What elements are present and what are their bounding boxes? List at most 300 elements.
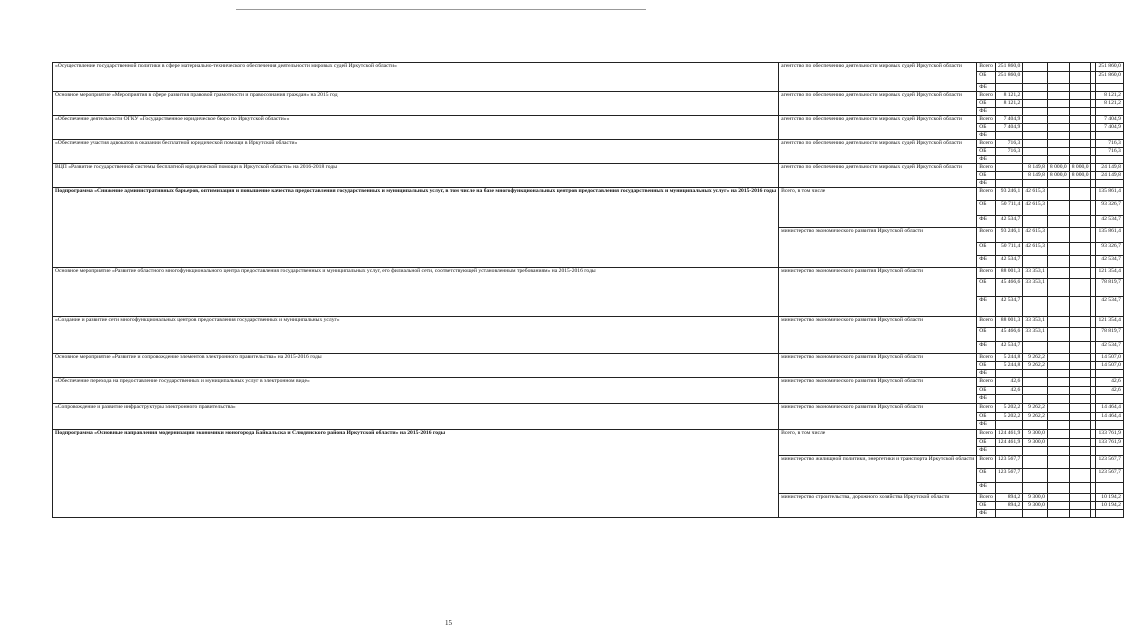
year-value-cell <box>1069 403 1091 412</box>
source-cell: ФБ <box>977 296 996 316</box>
table-row <box>53 187 1124 200</box>
total-value-cell <box>1096 420 1123 429</box>
year-value-cell: 8 149,8 <box>1023 163 1048 171</box>
year-value-cell: 50 711,4 <box>995 200 1022 215</box>
total-value-cell: 7 404,9 <box>1096 123 1123 131</box>
year-value-cell <box>1069 296 1091 316</box>
total-value-cell <box>1096 369 1123 377</box>
total-value-cell: 42,6 <box>1096 386 1123 394</box>
year-value-cell <box>1047 63 1069 72</box>
total-value-cell: 24 149,8 <box>1096 163 1123 171</box>
total-value-cell: 42,6 <box>1096 377 1123 386</box>
year-value-cell: 45 466,6 <box>995 278 1022 296</box>
year-value-cell <box>1047 377 1069 386</box>
year-value-cell <box>1023 139 1048 147</box>
table-row <box>53 353 1124 361</box>
year-value-cell <box>1047 227 1069 242</box>
year-value-cell <box>1047 369 1069 377</box>
year-value-cell: 5 202,2 <box>995 403 1022 412</box>
executor-cell: министерство экономического развития Иркутской области <box>779 316 977 353</box>
source-cell: Всего <box>977 163 996 171</box>
year-value-cell <box>1069 215 1091 227</box>
year-value-cell <box>995 84 1022 92</box>
year-value-cell: 7 404,9 <box>995 115 1022 123</box>
year-value-cell <box>995 163 1022 171</box>
year-value-cell <box>1069 341 1091 353</box>
source-cell: Всего <box>977 115 996 123</box>
program-name-cell: «Обеспечение участия адвокатов в оказании бесплатной юридической помощи в Иркутской области» <box>53 139 779 163</box>
year-value-cell <box>1047 386 1069 394</box>
year-value-cell <box>1047 187 1069 200</box>
year-value-cell <box>1047 501 1069 509</box>
year-value-cell <box>995 171 1022 179</box>
total-value-cell: 716,3 <box>1096 147 1123 155</box>
executor-cell: агентство по обеспечению деятельности мировых судей Иркутской области <box>779 91 977 115</box>
year-value-cell <box>1069 155 1091 163</box>
year-value-cell: 5 202,2 <box>995 412 1022 420</box>
table-row <box>53 163 1124 171</box>
source-cell: Всего <box>977 91 996 99</box>
year-value-cell: 894,2 <box>995 501 1022 509</box>
total-value-cell: 7 404,9 <box>1096 115 1123 123</box>
year-value-cell <box>1047 316 1069 327</box>
year-value-cell <box>1047 296 1069 316</box>
year-value-cell <box>1047 107 1069 115</box>
table-row <box>53 403 1124 412</box>
total-value-cell <box>1096 446 1123 455</box>
year-value-cell <box>995 131 1022 139</box>
year-value-cell <box>1047 200 1069 215</box>
budget-table <box>52 62 1124 518</box>
year-value-cell: 8 000,0 <box>1069 163 1091 171</box>
table-row <box>53 377 1124 386</box>
top-rule <box>236 9 646 10</box>
year-value-cell: 33 353,1 <box>1023 278 1048 296</box>
program-name-cell: «Создание и развитие сети многофункциональных центров предоставления государственных и муниципальных услуг» <box>53 316 779 353</box>
executor-cell: министерство экономического развития Иркутской области <box>779 227 977 267</box>
year-value-cell: 5 244,8 <box>995 353 1022 361</box>
year-value-cell <box>1047 123 1069 131</box>
year-value-cell <box>1047 438 1069 446</box>
year-value-cell <box>995 369 1022 377</box>
total-value-cell: 716,3 <box>1096 139 1123 147</box>
source-cell: ОБ <box>977 438 996 446</box>
source-cell: ОБ <box>977 412 996 420</box>
total-value-cell <box>1096 84 1123 92</box>
year-value-cell: 93 246,1 <box>995 187 1022 200</box>
year-value-cell <box>1023 509 1048 517</box>
total-value-cell: 14 464,4 <box>1096 412 1123 420</box>
year-value-cell <box>995 155 1022 163</box>
year-value-cell: 88 001,3 <box>995 267 1022 278</box>
year-value-cell: 124 461,9 <box>995 429 1022 438</box>
year-value-cell: 123 567,7 <box>995 455 1022 468</box>
source-cell: ФБ <box>977 155 996 163</box>
table-row <box>53 91 1124 99</box>
executor-cell: агентство по обеспечению деятельности мировых судей Иркутской области <box>779 63 977 92</box>
year-value-cell: 42 615,3 <box>1023 200 1048 215</box>
total-value-cell: 123 567,7 <box>1096 455 1123 468</box>
year-value-cell: 9 300,0 <box>1023 438 1048 446</box>
year-value-cell <box>1069 91 1091 99</box>
source-cell: ОБ <box>977 123 996 131</box>
year-value-cell <box>1069 255 1091 267</box>
executor-cell: министерство экономического развития Иркутской области <box>779 353 977 377</box>
year-value-cell <box>1023 455 1048 468</box>
total-value-cell: 135 861,4 <box>1096 187 1123 200</box>
total-value-cell: 42 534,7 <box>1096 255 1123 267</box>
source-cell: ФБ <box>977 482 996 493</box>
year-value-cell <box>1023 394 1048 403</box>
year-value-cell <box>1069 386 1091 394</box>
year-value-cell: 42,6 <box>995 386 1022 394</box>
year-value-cell <box>1023 369 1048 377</box>
year-value-cell: 9 262,2 <box>1023 353 1048 361</box>
year-value-cell: 8 000,0 <box>1047 163 1069 171</box>
total-value-cell: 14 507,0 <box>1096 361 1123 369</box>
year-value-cell <box>1069 509 1091 517</box>
source-cell: ОБ <box>977 147 996 155</box>
year-value-cell <box>1069 242 1091 255</box>
year-value-cell <box>1069 63 1091 72</box>
year-value-cell <box>1047 361 1069 369</box>
page-number: 15 <box>445 619 452 627</box>
year-value-cell <box>995 482 1022 493</box>
total-value-cell <box>1096 179 1123 187</box>
year-value-cell <box>1069 429 1091 438</box>
source-cell: ФБ <box>977 420 996 429</box>
total-value-cell: 133 761,9 <box>1096 438 1123 446</box>
year-value-cell: 9 262,2 <box>1023 361 1048 369</box>
total-value-cell: 42 534,7 <box>1096 296 1123 316</box>
year-value-cell <box>1069 394 1091 403</box>
program-name-cell: Основное мероприятие «Развитие и сопровождение элементов электронного правительства» на 2015-2016 годы <box>53 353 779 377</box>
year-value-cell: 716,3 <box>995 139 1022 147</box>
year-value-cell <box>1047 412 1069 420</box>
year-value-cell <box>1069 84 1091 92</box>
source-cell: Всего <box>977 316 996 327</box>
year-value-cell <box>1023 296 1048 316</box>
year-value-cell: 42 534,7 <box>995 296 1022 316</box>
year-value-cell <box>1069 200 1091 215</box>
source-cell: ОБ <box>977 501 996 509</box>
year-value-cell <box>995 394 1022 403</box>
executor-cell: министерство экономического развития Иркутской области <box>779 377 977 403</box>
executor-cell: агентство по обеспечению деятельности мировых судей Иркутской области <box>779 139 977 163</box>
total-value-cell: 14 464,4 <box>1096 403 1123 412</box>
year-value-cell: 123 567,7 <box>995 468 1022 482</box>
source-cell: Всего <box>977 267 996 278</box>
year-value-cell <box>1069 99 1091 107</box>
table-row <box>53 429 1124 438</box>
year-value-cell: 5 244,8 <box>995 361 1022 369</box>
year-value-cell <box>1069 446 1091 455</box>
program-name-cell: Основное мероприятие «Развитие областного многофункционального центра предоставления государственных и муниципальных услуг, его филиальной сети, соответствующей установленным требованиям» на 2015-2016 годы <box>53 267 779 316</box>
source-cell: ОБ <box>977 468 996 482</box>
total-value-cell: 10 194,2 <box>1096 493 1123 501</box>
year-value-cell <box>1069 438 1091 446</box>
total-value-cell: 93 326,7 <box>1096 242 1123 255</box>
source-cell: Всего <box>977 187 996 200</box>
year-value-cell <box>1069 327 1091 341</box>
executor-cell: агентство по обеспечению деятельности мировых судей Иркутской области <box>779 163 977 187</box>
source-cell: ОБ <box>977 200 996 215</box>
year-value-cell <box>1047 455 1069 468</box>
total-value-cell: 133 761,9 <box>1096 429 1123 438</box>
year-value-cell <box>1047 493 1069 501</box>
source-cell: ОБ <box>977 242 996 255</box>
year-value-cell <box>1069 412 1091 420</box>
table-row <box>53 115 1124 123</box>
source-cell: ФБ <box>977 179 996 187</box>
year-value-cell <box>1047 255 1069 267</box>
year-value-cell <box>1069 493 1091 501</box>
year-value-cell <box>1047 353 1069 361</box>
total-value-cell: 42 534,7 <box>1096 341 1123 353</box>
source-cell: Всего <box>977 353 996 361</box>
year-value-cell <box>1069 353 1091 361</box>
total-value-cell: 78 819,7 <box>1096 278 1123 296</box>
year-value-cell <box>1047 420 1069 429</box>
year-value-cell <box>1069 115 1091 123</box>
year-value-cell: 251 860,0 <box>995 63 1022 72</box>
year-value-cell: 42 615,3 <box>1023 242 1048 255</box>
year-value-cell <box>1023 386 1048 394</box>
executor-cell: агентство по обеспечению деятельности мировых судей Иркутской области <box>779 115 977 139</box>
table-row <box>53 63 1124 72</box>
year-value-cell <box>1047 403 1069 412</box>
year-value-cell <box>1069 468 1091 482</box>
source-cell: Всего <box>977 429 996 438</box>
year-value-cell <box>1023 215 1048 227</box>
year-value-cell <box>1047 509 1069 517</box>
year-value-cell <box>995 179 1022 187</box>
total-value-cell: 8 121,2 <box>1096 99 1123 107</box>
total-value-cell <box>1096 394 1123 403</box>
year-value-cell <box>1047 267 1069 278</box>
year-value-cell <box>1069 227 1091 242</box>
table-row <box>53 139 1124 147</box>
year-value-cell <box>1069 377 1091 386</box>
program-name-cell: «Осуществление государственной политики в сфере материально-технического обеспечения деятельности мировых судей Иркутской области» <box>53 63 779 92</box>
year-value-cell <box>1023 131 1048 139</box>
executor-cell: министерство экономического развития Иркутской области <box>779 403 977 429</box>
source-cell: ФБ <box>977 107 996 115</box>
source-cell: ОБ <box>977 72 996 84</box>
year-value-cell: 93 246,1 <box>995 227 1022 242</box>
year-value-cell: 42 615,3 <box>1023 227 1048 242</box>
executor-cell: министерство экономического развития Иркутской области <box>779 267 977 316</box>
year-value-cell <box>1047 468 1069 482</box>
year-value-cell: 9 300,0 <box>1023 429 1048 438</box>
year-value-cell <box>1023 255 1048 267</box>
year-value-cell <box>1069 501 1091 509</box>
source-cell: ФБ <box>977 394 996 403</box>
total-value-cell: 10 194,2 <box>1096 501 1123 509</box>
year-value-cell: 8 121,2 <box>995 99 1022 107</box>
year-value-cell <box>1069 139 1091 147</box>
year-value-cell: 9 262,2 <box>1023 403 1048 412</box>
year-value-cell <box>1047 84 1069 92</box>
year-value-cell: 8 000,0 <box>1069 171 1091 179</box>
year-value-cell <box>1023 99 1048 107</box>
source-cell: ОБ <box>977 99 996 107</box>
year-value-cell: 33 353,1 <box>1023 316 1048 327</box>
year-value-cell <box>1023 63 1048 72</box>
year-value-cell <box>1023 468 1048 482</box>
year-value-cell <box>1023 155 1048 163</box>
year-value-cell <box>1047 429 1069 438</box>
source-cell: ФБ <box>977 509 996 517</box>
program-name-cell: «Обеспечение деятельности ОГКУ «Государственное юридическое бюро по Иркутской области»» <box>53 115 779 139</box>
program-name-cell: ВЦП «Развитие государственной системы бесплатной юридической помощи в Иркутской области» на 2016-2018 годы <box>53 163 779 187</box>
source-cell: ОБ <box>977 171 996 179</box>
year-value-cell <box>1069 131 1091 139</box>
year-value-cell: 8 149,8 <box>1023 171 1048 179</box>
year-value-cell <box>1047 99 1069 107</box>
program-name-cell: Подпрограмма «Основные направления модернизации экономики моногорода Байкальска и Слюдянского района Иркутской области» на 2015-2016 годы <box>53 429 779 517</box>
total-value-cell: 42 534,7 <box>1096 215 1123 227</box>
total-value-cell: 123 567,7 <box>1096 468 1123 482</box>
total-value-cell: 14 507,0 <box>1096 353 1123 361</box>
total-value-cell: 135 861,4 <box>1096 227 1123 242</box>
total-value-cell: 121 354,4 <box>1096 267 1123 278</box>
year-value-cell <box>1023 84 1048 92</box>
source-cell: ОБ <box>977 278 996 296</box>
program-name-cell: Основное мероприятие «Мероприятия в сфере развития правовой грамотности и правосознания граждан» на 2015 год <box>53 91 779 115</box>
source-cell: ФБ <box>977 341 996 353</box>
year-value-cell <box>1023 115 1048 123</box>
year-value-cell <box>1069 107 1091 115</box>
year-value-cell: 124 461,9 <box>995 438 1022 446</box>
year-value-cell <box>1069 123 1091 131</box>
year-value-cell <box>1069 147 1091 155</box>
source-cell: ОБ <box>977 361 996 369</box>
year-value-cell: 8 121,2 <box>995 91 1022 99</box>
year-value-cell: 9 300,0 <box>1023 493 1048 501</box>
source-cell: Всего <box>977 403 996 412</box>
total-value-cell: 93 326,7 <box>1096 200 1123 215</box>
budget-table-sheet <box>52 62 1124 518</box>
year-value-cell <box>1047 155 1069 163</box>
year-value-cell: 42 615,3 <box>1023 187 1048 200</box>
year-value-cell <box>1023 446 1048 455</box>
year-value-cell <box>1023 482 1048 493</box>
year-value-cell <box>995 420 1022 429</box>
year-value-cell <box>1047 278 1069 296</box>
year-value-cell: 42 534,7 <box>995 255 1022 267</box>
year-value-cell <box>1047 115 1069 123</box>
source-cell: ФБ <box>977 84 996 92</box>
year-value-cell <box>1047 242 1069 255</box>
source-cell: ФБ <box>977 131 996 139</box>
year-value-cell <box>995 509 1022 517</box>
year-value-cell <box>1069 369 1091 377</box>
year-value-cell <box>1023 179 1048 187</box>
year-value-cell <box>1069 455 1091 468</box>
program-name-cell: Подпрограмма «Снижение административных барьеров, оптимизация и повышение качества предоставления государственных и муниципальных услуг, в том числе на базе многофункциональных центров предоставления государственных и муниципальных услуг» на 2015-2016 годы <box>53 187 779 267</box>
year-value-cell <box>1023 91 1048 99</box>
year-value-cell <box>1023 147 1048 155</box>
executor-cell: министерство жилищной политики, энергетики и транспорта Иркутской области <box>779 455 977 493</box>
executor-cell: Всего, в том числе <box>779 187 977 227</box>
year-value-cell: 88 001,3 <box>995 316 1022 327</box>
total-value-cell: 24 149,8 <box>1096 171 1123 179</box>
year-value-cell <box>995 446 1022 455</box>
year-value-cell <box>1023 72 1048 84</box>
source-cell: Всего <box>977 493 996 501</box>
total-value-cell: 8 121,2 <box>1096 91 1123 99</box>
year-value-cell <box>1069 267 1091 278</box>
year-value-cell: 50 711,4 <box>995 242 1022 255</box>
table-row <box>53 267 1124 278</box>
total-value-cell: 251 860,0 <box>1096 72 1123 84</box>
total-value-cell <box>1096 155 1123 163</box>
total-value-cell: 121 354,4 <box>1096 316 1123 327</box>
year-value-cell <box>1069 187 1091 200</box>
source-cell: Всего <box>977 455 996 468</box>
source-cell: Всего <box>977 63 996 72</box>
year-value-cell: 251 860,0 <box>995 72 1022 84</box>
year-value-cell: 894,2 <box>995 493 1022 501</box>
year-value-cell <box>1047 147 1069 155</box>
year-value-cell: 9 300,0 <box>1023 501 1048 509</box>
total-value-cell <box>1096 482 1123 493</box>
total-value-cell <box>1096 509 1123 517</box>
year-value-cell: 42,6 <box>995 377 1022 386</box>
year-value-cell <box>1069 278 1091 296</box>
year-value-cell: 7 404,9 <box>995 123 1022 131</box>
year-value-cell <box>1069 482 1091 493</box>
source-cell: Всего <box>977 377 996 386</box>
year-value-cell <box>1069 361 1091 369</box>
total-value-cell <box>1096 107 1123 115</box>
total-value-cell <box>1096 131 1123 139</box>
year-value-cell <box>1069 72 1091 84</box>
year-value-cell <box>1047 341 1069 353</box>
total-value-cell: 251 860,0 <box>1096 63 1123 72</box>
source-cell: ФБ <box>977 369 996 377</box>
year-value-cell <box>1047 446 1069 455</box>
source-cell: ФБ <box>977 255 996 267</box>
year-value-cell: 9 262,2 <box>1023 412 1048 420</box>
year-value-cell <box>1023 420 1048 429</box>
year-value-cell <box>1047 215 1069 227</box>
year-value-cell <box>1047 131 1069 139</box>
executor-cell: министерство строительства, дорожного хозяйства Иркутской области <box>779 493 977 517</box>
year-value-cell: 42 534,7 <box>995 215 1022 227</box>
year-value-cell <box>1047 91 1069 99</box>
year-value-cell: 42 534,7 <box>995 341 1022 353</box>
year-value-cell <box>1023 341 1048 353</box>
year-value-cell <box>1023 123 1048 131</box>
year-value-cell <box>1047 482 1069 493</box>
year-value-cell <box>1069 420 1091 429</box>
source-cell: ФБ <box>977 215 996 227</box>
source-cell: Всего <box>977 139 996 147</box>
year-value-cell <box>1047 327 1069 341</box>
year-value-cell <box>1047 139 1069 147</box>
year-value-cell <box>995 107 1022 115</box>
year-value-cell: 716,3 <box>995 147 1022 155</box>
year-value-cell <box>1047 72 1069 84</box>
source-cell: ОБ <box>977 327 996 341</box>
table-row <box>53 316 1124 327</box>
year-value-cell <box>1023 377 1048 386</box>
source-cell: Всего <box>977 227 996 242</box>
year-value-cell <box>1069 316 1091 327</box>
year-value-cell <box>1047 394 1069 403</box>
